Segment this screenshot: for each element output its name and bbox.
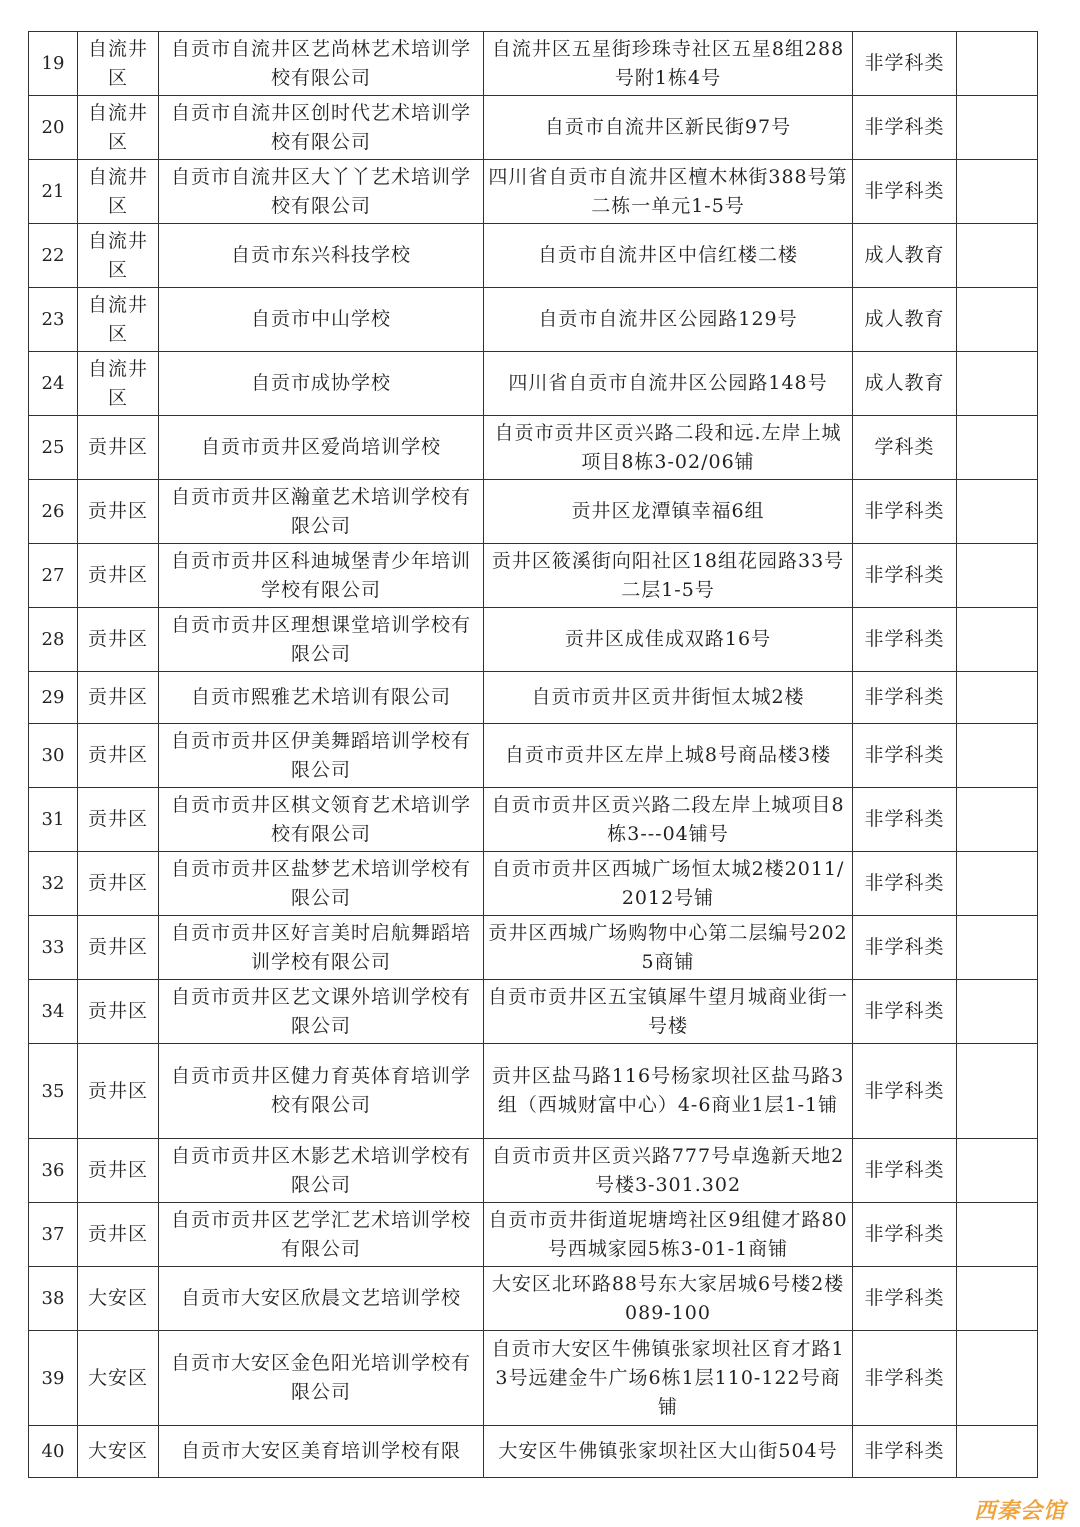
- cell-district: 贡井区: [78, 480, 159, 544]
- cell-name: 自贡市自流井区大丫丫艺术培训学校有限公司: [159, 160, 484, 224]
- cell-number: 19: [29, 32, 78, 96]
- cell-number: 40: [29, 1426, 78, 1478]
- cell-number: 24: [29, 352, 78, 416]
- cell-category: 非学科类: [853, 32, 957, 96]
- cell-number: 30: [29, 724, 78, 788]
- cell-district: 大安区: [78, 1331, 159, 1426]
- watermark-logo: 西秦会馆: [973, 1499, 1066, 1524]
- cell-note: [957, 480, 1038, 544]
- cell-number: 33: [29, 916, 78, 980]
- table-row: [29, 852, 1038, 916]
- cell-note: [957, 352, 1038, 416]
- table-row: [29, 224, 1038, 288]
- cell-number: 25: [29, 416, 78, 480]
- cell-district: 自流井区: [78, 96, 159, 160]
- cell-note: [957, 1426, 1038, 1478]
- cell-category: 成人教育: [853, 352, 957, 416]
- cell-name: 自贡市自流井区艺尚林艺术培训学校有限公司: [159, 32, 484, 96]
- cell-number: 39: [29, 1331, 78, 1426]
- cell-district: 贡井区: [78, 1044, 159, 1139]
- cell-address: 自贡市自流井区公园路129号: [484, 288, 853, 352]
- cell-category: 非学科类: [853, 480, 957, 544]
- cell-address: 自贡市大安区牛佛镇张家坝社区育才路13号远建金牛广场6栋1层110-122号商铺: [484, 1331, 853, 1426]
- cell-note: [957, 980, 1038, 1044]
- cell-name: 自贡市贡井区好言美时启航舞蹈培训学校有限公司: [159, 916, 484, 980]
- cell-name: 自贡市贡井区艺学汇艺术培训学校有限公司: [159, 1203, 484, 1267]
- cell-category: 非学科类: [853, 1139, 957, 1203]
- cell-note: [957, 788, 1038, 852]
- cell-number: 37: [29, 1203, 78, 1267]
- cell-category: 非学科类: [853, 608, 957, 672]
- cell-number: 36: [29, 1139, 78, 1203]
- table-row: [29, 352, 1038, 416]
- table-row: [29, 724, 1038, 788]
- cell-number: 31: [29, 788, 78, 852]
- table-row: [29, 1203, 1038, 1267]
- cell-address: 自贡市贡井区贡兴路二段和远.左岸上城项目8栋3-02/06铺: [484, 416, 853, 480]
- table-body: [29, 32, 1038, 1478]
- cell-address: 大安区北环路88号东大家居城6号楼2楼089-100: [484, 1267, 853, 1331]
- cell-district: 贡井区: [78, 1203, 159, 1267]
- table-row: [29, 1331, 1038, 1426]
- cell-address: 四川省自贡市自流井区公园路148号: [484, 352, 853, 416]
- cell-category: 非学科类: [853, 1044, 957, 1139]
- cell-number: 35: [29, 1044, 78, 1139]
- table-row: [29, 1139, 1038, 1203]
- cell-number: 23: [29, 288, 78, 352]
- cell-number: 20: [29, 96, 78, 160]
- cell-number: 34: [29, 980, 78, 1044]
- cell-address: 自贡市贡井区贡兴路777号卓逸新天地2号楼3-301.302: [484, 1139, 853, 1203]
- table-row: [29, 32, 1038, 96]
- cell-category: 非学科类: [853, 916, 957, 980]
- cell-address: 贡井区龙潭镇幸福6组: [484, 480, 853, 544]
- cell-note: [957, 416, 1038, 480]
- cell-name: 自贡市贡井区瀚童艺术培训学校有限公司: [159, 480, 484, 544]
- cell-category: 非学科类: [853, 160, 957, 224]
- cell-district: 贡井区: [78, 852, 159, 916]
- cell-category: 非学科类: [853, 1426, 957, 1478]
- institutions-table: [28, 31, 1038, 1478]
- cell-name: 自贡市贡井区科迪城堡青少年培训学校有限公司: [159, 544, 484, 608]
- cell-name: 自贡市贡井区伊美舞蹈培训学校有限公司: [159, 724, 484, 788]
- cell-district: 大安区: [78, 1267, 159, 1331]
- table-row: [29, 1044, 1038, 1139]
- cell-note: [957, 916, 1038, 980]
- cell-district: 贡井区: [78, 788, 159, 852]
- cell-name: 自贡市熙雅艺术培训有限公司: [159, 672, 484, 724]
- cell-district: 贡井区: [78, 1139, 159, 1203]
- cell-number: 38: [29, 1267, 78, 1331]
- table-row: [29, 96, 1038, 160]
- cell-number: 21: [29, 160, 78, 224]
- cell-address: 贡井区筱溪街向阳社区18组花园路33号二层1-5号: [484, 544, 853, 608]
- cell-category: 学科类: [853, 416, 957, 480]
- cell-address: 自流井区五星街珍珠寺社区五星8组288号附1栋4号: [484, 32, 853, 96]
- cell-name: 自贡市贡井区艺文课外培训学校有限公司: [159, 980, 484, 1044]
- cell-number: 26: [29, 480, 78, 544]
- table-row: [29, 416, 1038, 480]
- cell-district: 贡井区: [78, 980, 159, 1044]
- table-row: [29, 1426, 1038, 1478]
- table-row: [29, 288, 1038, 352]
- cell-address: 自贡市贡井区五宝镇犀牛望月城商业街一号楼: [484, 980, 853, 1044]
- cell-name: 自贡市大安区金色阳光培训学校有限公司: [159, 1331, 484, 1426]
- cell-category: 非学科类: [853, 788, 957, 852]
- cell-name: 自贡市贡井区健力育英体育培训学校有限公司: [159, 1044, 484, 1139]
- cell-category: 非学科类: [853, 96, 957, 160]
- cell-district: 大安区: [78, 1426, 159, 1478]
- cell-name: 自贡市大安区欣晨文艺培训学校: [159, 1267, 484, 1331]
- cell-address: 大安区牛佛镇张家坝社区大山街504号: [484, 1426, 853, 1478]
- cell-category: 非学科类: [853, 1267, 957, 1331]
- cell-note: [957, 224, 1038, 288]
- table-row: [29, 608, 1038, 672]
- cell-name: 自贡市贡井区木影艺术培训学校有限公司: [159, 1139, 484, 1203]
- cell-name: 自贡市贡井区棋文领育艺术培训学校有限公司: [159, 788, 484, 852]
- cell-note: [957, 672, 1038, 724]
- cell-district: 自流井区: [78, 160, 159, 224]
- table-row: [29, 160, 1038, 224]
- cell-number: 27: [29, 544, 78, 608]
- cell-category: 成人教育: [853, 288, 957, 352]
- cell-note: [957, 32, 1038, 96]
- cell-category: 成人教育: [853, 224, 957, 288]
- cell-district: 贡井区: [78, 672, 159, 724]
- cell-number: 32: [29, 852, 78, 916]
- cell-name: 自贡市大安区美育培训学校有限: [159, 1426, 484, 1478]
- cell-category: 非学科类: [853, 980, 957, 1044]
- table-row: [29, 916, 1038, 980]
- cell-address: 自贡市贡井区西城广场恒太城2楼2011/2012号铺: [484, 852, 853, 916]
- cell-address: 自贡市自流井区中信红楼二楼: [484, 224, 853, 288]
- cell-district: 自流井区: [78, 288, 159, 352]
- cell-note: [957, 288, 1038, 352]
- cell-name: 自贡市东兴科技学校: [159, 224, 484, 288]
- cell-number: 29: [29, 672, 78, 724]
- table-row: [29, 788, 1038, 852]
- table-row: [29, 544, 1038, 608]
- cell-district: 自流井区: [78, 224, 159, 288]
- cell-district: 贡井区: [78, 724, 159, 788]
- cell-district: 贡井区: [78, 544, 159, 608]
- cell-district: 自流井区: [78, 32, 159, 96]
- cell-name: 自贡市贡井区盐梦艺术培训学校有限公司: [159, 852, 484, 916]
- cell-note: [957, 852, 1038, 916]
- cell-address: 四川省自贡市自流井区檀木林街388号第二栋一单元1-5号: [484, 160, 853, 224]
- cell-address: 贡井区西城广场购物中心第二层编号2025商铺: [484, 916, 853, 980]
- cell-note: [957, 1267, 1038, 1331]
- cell-category: 非学科类: [853, 1203, 957, 1267]
- table-row: [29, 480, 1038, 544]
- cell-category: 非学科类: [853, 1331, 957, 1426]
- cell-name: 自贡市中山学校: [159, 288, 484, 352]
- cell-note: [957, 608, 1038, 672]
- cell-address: 贡井区成佳成双路16号: [484, 608, 853, 672]
- cell-district: 贡井区: [78, 916, 159, 980]
- cell-address: 自贡市贡井街道坭塘塆社区9组健才路80号西城家园5栋3-01-1商铺: [484, 1203, 853, 1267]
- cell-address: 自贡市贡井区贡井街恒太城2楼: [484, 672, 853, 724]
- cell-district: 自流井区: [78, 352, 159, 416]
- cell-category: 非学科类: [853, 544, 957, 608]
- cell-name: 自贡市自流井区创时代艺术培训学校有限公司: [159, 96, 484, 160]
- cell-note: [957, 1139, 1038, 1203]
- cell-name: 自贡市贡井区理想课堂培训学校有限公司: [159, 608, 484, 672]
- cell-category: 非学科类: [853, 672, 957, 724]
- cell-number: 28: [29, 608, 78, 672]
- cell-note: [957, 160, 1038, 224]
- cell-address: 自贡市自流井区新民街97号: [484, 96, 853, 160]
- cell-note: [957, 1331, 1038, 1426]
- cell-district: 贡井区: [78, 416, 159, 480]
- cell-note: [957, 1044, 1038, 1139]
- cell-address: 自贡市贡井区贡兴路二段左岸上城项目8栋3---04铺号: [484, 788, 853, 852]
- cell-address: 自贡市贡井区左岸上城8号商品楼3楼: [484, 724, 853, 788]
- cell-note: [957, 1203, 1038, 1267]
- table-row: [29, 672, 1038, 724]
- cell-note: [957, 724, 1038, 788]
- cell-note: [957, 96, 1038, 160]
- cell-category: 非学科类: [853, 852, 957, 916]
- cell-name: 自贡市成协学校: [159, 352, 484, 416]
- cell-note: [957, 544, 1038, 608]
- cell-district: 贡井区: [78, 608, 159, 672]
- table-row: [29, 1267, 1038, 1331]
- cell-category: 非学科类: [853, 724, 957, 788]
- cell-number: 22: [29, 224, 78, 288]
- table-row: [29, 980, 1038, 1044]
- cell-address: 贡井区盐马路116号杨家坝社区盐马路3组（西城财富中心）4-6商业1层1-1铺: [484, 1044, 853, 1139]
- cell-name: 自贡市贡井区爱尚培训学校: [159, 416, 484, 480]
